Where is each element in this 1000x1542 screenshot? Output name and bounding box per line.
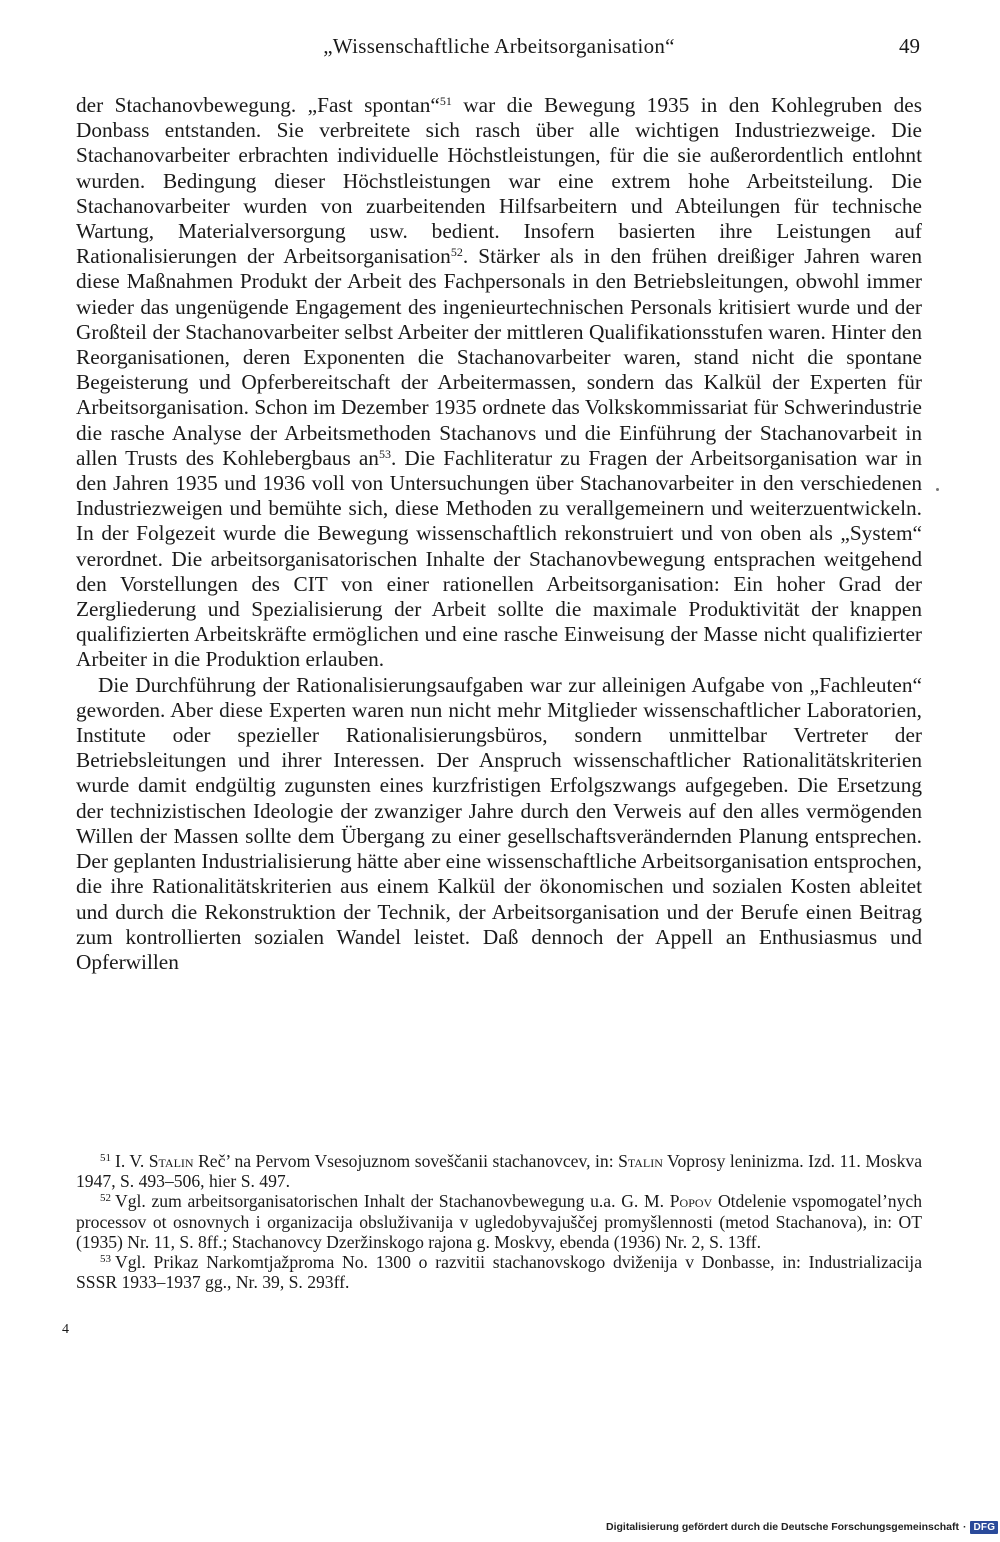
margin-mark: 4 (62, 1322, 69, 1337)
footnote-ref-52: 52 (450, 245, 463, 260)
footnote-number: 51 (100, 1152, 111, 1164)
author-name: Stalin (148, 1151, 194, 1171)
footnote-52: $^{52}$ Vgl. zum arbeitsorganisatorischen Inhalt der Stachanovbewegung u.a. G. M. Popov Otdelenie vspomogatel’nych processov ot osnovnych i organizacija obsluživanija v ugledobyvajuščej promyšlennosti (metod Stachanova), in: OT (1935) Nr. 11, S. 8ff.; Stachanovcy Dzeržinskogo rajona g. Moskvy, ebenda (1936) Nr. 2, S. 13ff. (76, 1191, 923, 1252)
credit-separator: · (962, 1521, 967, 1533)
dfg-logo: DFG (970, 1521, 998, 1534)
footnotes (76, 1151, 922, 1292)
digitization-credit (606, 1519, 998, 1535)
footnote-53: $^{53}$ Vgl. Prikaz Narkomtjažproma No. 1300 o razvitii stachanovskogo dviženija v Donbasse, in: Industrializacija SSSR 1933–1937 gg., Nr. 39, S. 293ff. (76, 1252, 922, 1293)
footnote-ref-51: 51 (439, 94, 452, 108)
footnote-number: 53 (100, 1253, 111, 1266)
paragraph-2: Die Durchführung der Rationalisierungsaufgaben war zur alleinigen Aufgabe von „Fachleuten“ geworden. Aber diese Experten waren nun nicht mehr Mitglieder wissenschaftlicher Laboratorien, Institute oder spezieller Rationalisierungsbüros, sondern unmittelbar Vertreter der Betriebsleitungen und ihrer Interessen. Der Anspruch wissenschaftlicher Rationalitätskriterien wurde damit endgültig zugunsten eines kurzfristigen Erfolgszwangs aufgegeben. Die Ersetzung der technizistischen Ideologie der zwanziger Jahre durch den Verweis auf den alles vermögenden Willen der Massen sollte dem Übergang zu einer gesellschaftsverändernden Planung entsprechen. Der geplanten Industrialisierung hätte aber eine wissenschaftliche Arbeitsorganisation entsprochen, die ihre Rationalitätskriterien aus einem Kalkül der ökonomischen und sozialen Kosten ableitet und durch die Rekonstruktion der Technik, der Arbeitsorganisation und der Berufe einen Beitrag zum kontrollierten sozialen Wandel leistet. Daß dennoch der Appell an Enthusiasmus und Opferwillen (76, 672, 922, 974)
paragraph-1 (76, 93, 922, 673)
credit-text: Digitalisierung gefördert durch die Deutsche Forschungsgemeinschaft (606, 1521, 959, 1533)
page-number: 49 (899, 34, 920, 58)
footnote-number: 52 (100, 1192, 111, 1205)
author-name: Stalin (618, 1151, 663, 1171)
footnote-51: $^{51}$ I. V. Stalin Reč’ na Pervom Vsesojuznom soveščanii stachanovcev, in: Stalin Voprosy leninizma. Izd. 11. Moskva 1947, S. 493–506, hier S. 497. (76, 1151, 923, 1192)
body-text (76, 93, 922, 975)
scan-speck (936, 488, 939, 491)
running-title: „Wissenschaftliche Arbeitsorganisation“ (323, 34, 675, 58)
author-name: Popov (669, 1191, 713, 1212)
footnote-ref-53: 53 (378, 446, 391, 461)
p1-text-3: . Stärker als in den frühen dreißiger Jahren waren diese Maßnahmen Produkt der Arbeit des Fachpersonals in den Betriebsleitungen, obwohl immer wieder das ungenügende Engagement des ingenieurtechnischen Personals kritisiert wurde und der Großteil der Stachanovarbeiter selbst Arbeiter der mittleren Qualifikationsstufen waren. Hinter den Reorganisationen, deren Exponenten die Stachanovarbeiter waren, stand nicht die spontane Begeisterung und Opferbereitschaft der Arbeitermassen, sondern das Kalkül der Experten für Arbeitsorganisation. Schon im Dezember 1935 ordnete das Volkskommissariat für Schwerindustrie die rasche Analyse der Arbeitsmethoden Stachanovs und die Einführung der Stachanovarbeit in allen Trusts des Kohlebergbaus an (76, 244, 922, 470)
p1-text-4: . Die Fachliteratur zu Fragen der Arbeitsorganisation war in den Jahren 1935 und 1936 voll von Untersuchungen über Stachanovarbeiter in den verschiedenen Industriezweigen und bemühte sich, diese Methoden zu verallgemeinern und weiterzuentwickeln. In der Folgezeit wurde die Bewegung wissenschaftlich rekonstruiert und von oben als „System“ verordnet. Die arbeitsorganisatorischen Inhalte der Stachanovbewegung entsprachen weitgehend den Vorstellungen des CIT von einer rationellen Arbeitsorganisation: Ein hoher Grad der Zergliederung und Spezialisierung der Arbeit sollte die maximale Produktivität der knappen qualifizierten Arbeitskräfte ermöglichen und eine rasche Einweisung der Masse nicht qualifizierter Arbeiter in die Produktion erlauben. (76, 445, 922, 672)
running-head (76, 34, 922, 64)
p1-text-1: der Stachanovbewegung. „Fast spontan“ (76, 93, 440, 117)
p1-text-2: war die Bewegung 1935 in den Kohlegruben des Donbass entstanden. Sie verbreitete sich rasch über alle wichtigen Industriezweige. Die Stachanovarbeiter erbrachten individuelle Höchstleistungen, für die sie außerordentlich entlohnt wurden. Bedingung dieser Höchstleistungen war eine extrem hohe Arbeitsteilung. Die Stachanovarbeiter wurden von zuarbeitenden Hilfsarbeitern und Abteilungen für technische Wartung, Materialversorgung usw. bedient. Insofern basierten ihre Leistungen auf Rationalisierungen der Arbeitsorganisation (76, 93, 923, 269)
